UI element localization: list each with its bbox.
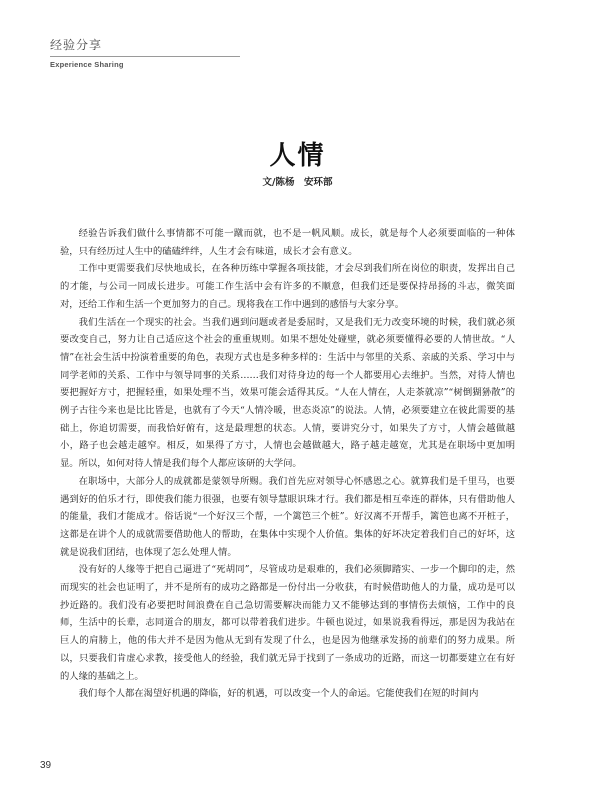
section-title: 经验分享: [50, 38, 103, 52]
article-paragraph: 我们生活在一个现实的社会。当我们遇到问题或者是委屈时，又是我们无力改变环境的时候，我们就必须要改变自己，努力让自己适应这个社会的重重规则。如果不想处处碰壁，就必须要懂得必要的人情世故。“人情”在社会生活中扮演着重要的角色，表现方式也是多种多样的：生活中与邻里的关系、亲戚的关系、学习中与同学老师的关系、工作中与领导同事的关系……我们对待身边的每一个人都要用心去维护。当然，对待人情也要把握好方寸，把握轻重，如果处理不当，效果可能会适得其反。“人在人情在，人走茶就凉”“树倒猢狲散”的例子古往今来也是比比皆是，也就有了今天“人情冷暖，世态炎凉”的说法。人情，必须要建立在彼此需要的基础上，你追切需要，而我恰好俯有，这是最理想的状态。人情，要讲究分寸，如果失了方寸，人情会越做越小，路子也会越走越窄。相反，如果得了方寸，人情也会越做越大，路子越走越宽，尤其是在职场中更加明显。所以，如何对待人情是我们每个人都应该研的大学问。: [60, 316, 515, 470]
section-header: [50, 38, 240, 69]
article-paragraph: 没有好的人缘等于把自己逼进了“死胡同”，尽管成功是艰难的，我们必须脚踏实、一步一个脚印的走，然而现实的社会也证明了，并不是所有的成功之路都是一份付出一分收获，有时候借助他人的力量，成功是可以抄近路的。我们没有必要把时间浪费在自己急切需要解决而能力又不能够达到的事情伤去烦恼，工作中的良师，生活中的长辈，志同道合的朋友，都可以带着我们进步。牛顿也说过，如果说我看得远，那是因为我站在巨人的肩膀上，他的伟大并不是因为他从无到有发现了什么，也是因为他继承发扬的前辈们的努力成果。所以，只要我们肯虚心求教，接受他人的经验，我们就无异于找到了一条成功的近路，而这一切都要建立在有好的人缘的基础之上。: [60, 564, 515, 682]
page-number: 39: [40, 760, 52, 771]
article-byline: 文/陈杨 安环部: [262, 177, 333, 188]
section-divider: [50, 56, 240, 57]
article-paragraph: 工作中更需要我们尽快地成长，在各种历练中掌握各项技能，才会尽到我们所在岗位的职责，发挥出自己的才能，与公司一同成长进步。可能工作生活中会有许多的不顺意，但我们还是要保持昂扬的斗志，微笑面对，还给工作和生活一个更加努力的自己。现将我在工作中遇到的感悟与大家分享。: [60, 263, 515, 310]
article-body: [60, 225, 515, 703]
article-paragraph: 经验告诉我们做什么事情都不可能一蹴而就，也不是一帆风顺。成长，就是每个人必须要面临的一种体验，只有经历过人生中的磕磕绊绊，人生才会有味道，成长才会有意义。: [60, 228, 515, 257]
section-subtitle: Experience Sharing: [50, 60, 124, 69]
article-title: 人情: [269, 141, 326, 171]
article-paragraph: 在职场中，大部分人的成就都是蒙领导所赐。我们首先应对领导心怀感恩之心。就算我们是千里马，也要遇到好的伯乐才行，即使我们能力很强，也要有领导慧眼识珠才行。我们都是相互牵连的群体，只有借助他人的能量，我们才能成才。俗话说“一个好汉三个帮，一个篱笆三个桩”。好汉离不开帮手，篱笆也离不开桩子，这都是在讲个人的成就需要借助他人的帮助，在集体中实现个人价值。集体的好坏决定着我们自己的好坏，这就是说我们团结，也体现了怎么处理人情。: [60, 475, 515, 558]
article-paragraph: 我们每个人都在渴望好机遇的降临，好的机遇，可以改变一个人的命运。它能使我们在短的时间内: [78, 688, 479, 700]
